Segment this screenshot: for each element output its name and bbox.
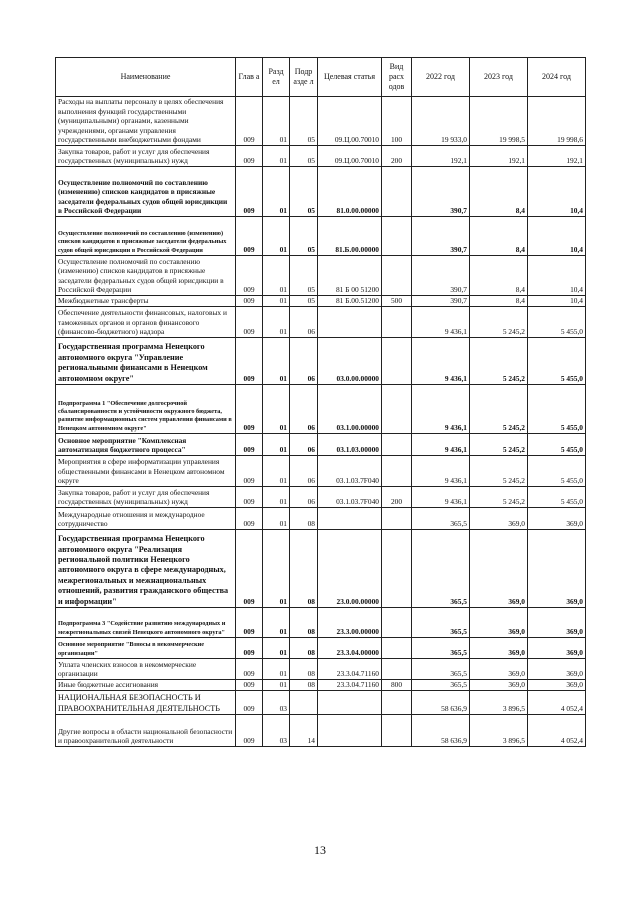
row-glava: 009 xyxy=(236,508,263,530)
row-razdel: 01 xyxy=(263,256,290,296)
table-row xyxy=(56,456,586,487)
row-statya xyxy=(318,307,382,338)
row-name: Обеспечение деятельности финансовых, налоговых и таможенных органов и органов финансового (финансово-бюджетного) надзора xyxy=(56,307,236,338)
row-statya: 03.1.03.7F040 xyxy=(318,487,382,508)
row-2022: 9 436,1 xyxy=(412,338,470,385)
row-podrazdel: 05 xyxy=(290,97,318,146)
row-razdel: 03 xyxy=(263,715,290,747)
row-razdel: 01 xyxy=(263,456,290,487)
row-razdel: 01 xyxy=(263,338,290,385)
row-vid xyxy=(382,638,412,659)
row-2024: 10,4 xyxy=(528,256,586,296)
row-vid: 100 xyxy=(382,97,412,146)
row-name: Закупка товаров, работ и услуг для обеспечения государственных (муниципальных) нужд xyxy=(56,487,236,508)
row-glava: 009 xyxy=(236,167,263,217)
row-2024: 5 455,0 xyxy=(528,456,586,487)
header-glava: Глав а xyxy=(236,58,263,97)
row-vid xyxy=(382,530,412,608)
row-vid xyxy=(382,167,412,217)
table-row xyxy=(56,385,586,434)
row-2024: 10,4 xyxy=(528,296,586,307)
row-vid xyxy=(382,691,412,715)
row-2022: 365,5 xyxy=(412,659,470,680)
row-2022: 9 436,1 xyxy=(412,487,470,508)
row-2024: 369,0 xyxy=(528,680,586,691)
row-2023: 8,4 xyxy=(470,167,528,217)
row-vid xyxy=(382,338,412,385)
row-statya: 03.1.00.00000 xyxy=(318,385,382,434)
row-razdel: 01 xyxy=(263,659,290,680)
row-vid: 200 xyxy=(382,146,412,167)
row-2022: 9 436,1 xyxy=(412,307,470,338)
row-2024: 369,0 xyxy=(528,659,586,680)
row-2022: 58 636,9 xyxy=(412,715,470,747)
row-glava: 009 xyxy=(236,217,263,256)
row-statya: 09.Ц.00.70010 xyxy=(318,146,382,167)
row-2023: 5 245,2 xyxy=(470,338,528,385)
row-name: Мероприятия в сфере информатизации управления общественными финансами в Ненецком автономном округе xyxy=(56,456,236,487)
row-2024: 5 455,0 xyxy=(528,434,586,456)
row-glava: 009 xyxy=(236,307,263,338)
row-statya xyxy=(318,715,382,747)
row-2022: 390,7 xyxy=(412,217,470,256)
row-2024: 369,0 xyxy=(528,608,586,638)
row-podrazdel: 06 xyxy=(290,338,318,385)
row-vid xyxy=(382,385,412,434)
row-podrazdel: 08 xyxy=(290,638,318,659)
row-name: НАЦИОНАЛЬНАЯ БЕЗОПАСНОСТЬ И ПРАВООХРАНИТЕЛЬНАЯ ДЕЯТЕЛЬНОСТЬ xyxy=(56,691,236,715)
row-vid: 800 xyxy=(382,680,412,691)
row-2022: 365,5 xyxy=(412,530,470,608)
row-2022: 390,7 xyxy=(412,256,470,296)
row-2023: 369,0 xyxy=(470,608,528,638)
row-vid: 200 xyxy=(382,487,412,508)
row-2024: 369,0 xyxy=(528,530,586,608)
row-razdel: 01 xyxy=(263,530,290,608)
row-razdel: 01 xyxy=(263,307,290,338)
row-2022: 365,5 xyxy=(412,608,470,638)
row-razdel: 03 xyxy=(263,691,290,715)
row-vid xyxy=(382,217,412,256)
row-2024: 4 052,4 xyxy=(528,691,586,715)
row-2023: 8,4 xyxy=(470,256,528,296)
row-razdel: 01 xyxy=(263,217,290,256)
row-vid xyxy=(382,434,412,456)
row-name: Иные бюджетные ассигнования xyxy=(56,680,236,691)
table-row xyxy=(56,508,586,530)
table-body xyxy=(56,97,586,747)
table-row xyxy=(56,167,586,217)
row-name: Межбюджетные трансферты xyxy=(56,296,236,307)
row-vid xyxy=(382,715,412,747)
row-podrazdel: 08 xyxy=(290,608,318,638)
row-name: Осуществление полномочий по составлению (изменению) списков кандидатов в присяжные заседатели федеральных судов общей юрисдикции в Российской Федерации xyxy=(56,217,236,256)
table-row xyxy=(56,638,586,659)
row-vid xyxy=(382,608,412,638)
row-razdel: 01 xyxy=(263,638,290,659)
header-2024: 2024 год xyxy=(528,58,586,97)
row-2022: 58 636,9 xyxy=(412,691,470,715)
budget-table xyxy=(55,57,586,747)
row-statya: 03.1.03.00000 xyxy=(318,434,382,456)
row-2024: 4 052,4 xyxy=(528,715,586,747)
row-podrazdel: 14 xyxy=(290,715,318,747)
row-2022: 192,1 xyxy=(412,146,470,167)
row-glava: 009 xyxy=(236,715,263,747)
row-2023: 5 245,2 xyxy=(470,456,528,487)
row-name: Подпрограмма 1 "Обеспечение долгосрочной сбалансированности и устойчивости окружного бюджета, развитие информационных систем управления финансами в Ненецком автономном округе" xyxy=(56,385,236,434)
row-vid xyxy=(382,307,412,338)
row-statya: 23.3.00.00000 xyxy=(318,608,382,638)
row-vid xyxy=(382,508,412,530)
row-2022: 9 436,1 xyxy=(412,385,470,434)
row-2023: 5 245,2 xyxy=(470,307,528,338)
table-row xyxy=(56,659,586,680)
row-2024: 5 455,0 xyxy=(528,385,586,434)
row-2023: 19 998,5 xyxy=(470,97,528,146)
row-name: Уплата членских взносов в некоммерческие организации xyxy=(56,659,236,680)
row-vid xyxy=(382,659,412,680)
row-razdel: 01 xyxy=(263,434,290,456)
row-statya: 09.Ц.00.70010 xyxy=(318,97,382,146)
row-name: Международные отношения и международное сотрудничество xyxy=(56,508,236,530)
row-statya: 03.0.00.00000 xyxy=(318,338,382,385)
row-2023: 369,0 xyxy=(470,530,528,608)
row-glava: 009 xyxy=(236,487,263,508)
row-razdel: 01 xyxy=(263,680,290,691)
table-row xyxy=(56,307,586,338)
row-2022: 390,7 xyxy=(412,296,470,307)
row-glava: 009 xyxy=(236,638,263,659)
row-razdel: 01 xyxy=(263,296,290,307)
table-row xyxy=(56,256,586,296)
row-glava: 009 xyxy=(236,385,263,434)
header-statya: Целевая статья xyxy=(318,58,382,97)
row-glava: 009 xyxy=(236,256,263,296)
table-row xyxy=(56,434,586,456)
header-podrazdel: Подр азде л xyxy=(290,58,318,97)
row-glava: 009 xyxy=(236,338,263,385)
row-2022: 9 436,1 xyxy=(412,456,470,487)
row-podrazdel: 08 xyxy=(290,530,318,608)
row-statya: 23.3.04.71160 xyxy=(318,659,382,680)
row-glava: 009 xyxy=(236,530,263,608)
row-podrazdel xyxy=(290,691,318,715)
header-vid: Вид расх одов xyxy=(382,58,412,97)
row-2022: 365,5 xyxy=(412,508,470,530)
row-2024: 10,4 xyxy=(528,167,586,217)
row-name: Осуществление полномочий по составлению (изменению) списков кандидатов в присяжные заседатели федеральных судов общей юрисдикции в Российской Федерации xyxy=(56,167,236,217)
row-podrazdel: 05 xyxy=(290,256,318,296)
row-statya: 81 Б 00 51200 xyxy=(318,256,382,296)
row-2023: 8,4 xyxy=(470,217,528,256)
row-name: Государственная программа Ненецкого автономного округа "Реализация региональной политики Ненецкого автономного округа в сфере международных, межрегиональных и межнациональных отношений, развития гражданского общества и информации" xyxy=(56,530,236,608)
row-glava: 009 xyxy=(236,680,263,691)
row-razdel: 01 xyxy=(263,97,290,146)
row-statya: 23.3.04.00000 xyxy=(318,638,382,659)
row-2024: 192,1 xyxy=(528,146,586,167)
row-glava: 009 xyxy=(236,608,263,638)
row-2022: 390,7 xyxy=(412,167,470,217)
row-podrazdel: 08 xyxy=(290,680,318,691)
row-2022: 9 436,1 xyxy=(412,434,470,456)
header-name: Наименование xyxy=(56,58,236,97)
row-vid: 500 xyxy=(382,296,412,307)
row-name: Основное мероприятие "Взносы в некоммерческие организации" xyxy=(56,638,236,659)
row-statya: 23.3.04.71160 xyxy=(318,680,382,691)
row-2023: 5 245,2 xyxy=(470,487,528,508)
table-row xyxy=(56,296,586,307)
row-podrazdel: 06 xyxy=(290,487,318,508)
row-2023: 5 245,2 xyxy=(470,434,528,456)
row-name: Расходы на выплаты персоналу в целях обеспечения выполнения функций государственными (муниципальными) органами, казенными учреждениями, органами управления государственными внебюджетными фондами xyxy=(56,97,236,146)
row-name: Основное мероприятие "Комплексная автоматизация бюджетного процесса" xyxy=(56,434,236,456)
row-2023: 369,0 xyxy=(470,638,528,659)
row-2023: 8,4 xyxy=(470,296,528,307)
header-2023: 2023 год xyxy=(470,58,528,97)
row-2023: 192,1 xyxy=(470,146,528,167)
table-row xyxy=(56,530,586,608)
row-2022: 365,5 xyxy=(412,680,470,691)
row-2023: 369,0 xyxy=(470,508,528,530)
row-podrazdel: 06 xyxy=(290,434,318,456)
row-glava: 009 xyxy=(236,434,263,456)
row-podrazdel: 08 xyxy=(290,659,318,680)
row-glava: 009 xyxy=(236,659,263,680)
row-podrazdel: 06 xyxy=(290,385,318,434)
header-2022: 2022 год xyxy=(412,58,470,97)
row-2024: 5 455,0 xyxy=(528,487,586,508)
row-statya: 23.0.00.00000 xyxy=(318,530,382,608)
row-razdel: 01 xyxy=(263,508,290,530)
row-statya: 81.Б.00.00000 xyxy=(318,217,382,256)
row-2024: 369,0 xyxy=(528,638,586,659)
row-name: Государственная программа Ненецкого автономного округа "Управление региональными финансами в Ненецком автономном округе" xyxy=(56,338,236,385)
row-name: Другие вопросы в области национальной безопасности и правоохранительной деятельности xyxy=(56,715,236,747)
table-row xyxy=(56,146,586,167)
page-number: 13 xyxy=(314,843,326,857)
row-glava: 009 xyxy=(236,296,263,307)
row-2022: 19 933,0 xyxy=(412,97,470,146)
table-row xyxy=(56,715,586,747)
row-statya xyxy=(318,691,382,715)
row-name: Подпрограмма 3 "Содействие развитию международных и межрегиональных связей Ненецкого автономного округа" xyxy=(56,608,236,638)
table-row xyxy=(56,487,586,508)
row-glava: 009 xyxy=(236,456,263,487)
row-podrazdel: 08 xyxy=(290,508,318,530)
row-podrazdel: 05 xyxy=(290,296,318,307)
row-2024: 5 455,0 xyxy=(528,338,586,385)
row-2024: 5 455,0 xyxy=(528,307,586,338)
row-razdel: 01 xyxy=(263,146,290,167)
row-2023: 5 245,2 xyxy=(470,385,528,434)
row-vid xyxy=(382,456,412,487)
table-row xyxy=(56,691,586,715)
row-razdel: 01 xyxy=(263,385,290,434)
row-2024: 10,4 xyxy=(528,217,586,256)
row-2023: 369,0 xyxy=(470,680,528,691)
row-2023: 369,0 xyxy=(470,659,528,680)
table-row xyxy=(56,97,586,146)
row-statya xyxy=(318,508,382,530)
row-2023: 3 896,5 xyxy=(470,691,528,715)
row-statya: 81 Б.00.51200 xyxy=(318,296,382,307)
header-row xyxy=(56,58,586,97)
row-name: Осуществление полномочий по составлению (изменению) списков кандидатов в присяжные заседатели федеральных судов общей юрисдикции в Российской Федерации xyxy=(56,256,236,296)
table-row xyxy=(56,608,586,638)
row-glava: 009 xyxy=(236,97,263,146)
row-statya: 81.0.00.00000 xyxy=(318,167,382,217)
table-row xyxy=(56,680,586,691)
row-statya: 03.1.03.7F040 xyxy=(318,456,382,487)
row-2022: 365,5 xyxy=(412,638,470,659)
row-podrazdel: 06 xyxy=(290,456,318,487)
row-razdel: 01 xyxy=(263,608,290,638)
row-2024: 19 998,6 xyxy=(528,97,586,146)
row-glava: 009 xyxy=(236,146,263,167)
row-podrazdel: 05 xyxy=(290,167,318,217)
row-name: Закупка товаров, работ и услуг для обеспечения государственных (муниципальных) нужд xyxy=(56,146,236,167)
row-razdel: 01 xyxy=(263,487,290,508)
table-row xyxy=(56,338,586,385)
row-2024: 369,0 xyxy=(528,508,586,530)
row-podrazdel: 05 xyxy=(290,217,318,256)
row-podrazdel: 05 xyxy=(290,146,318,167)
header-razdel: Разд ел xyxy=(263,58,290,97)
row-glava: 009 xyxy=(236,691,263,715)
row-2023: 3 896,5 xyxy=(470,715,528,747)
row-podrazdel: 06 xyxy=(290,307,318,338)
table-row xyxy=(56,217,586,256)
row-razdel: 01 xyxy=(263,167,290,217)
row-vid xyxy=(382,256,412,296)
